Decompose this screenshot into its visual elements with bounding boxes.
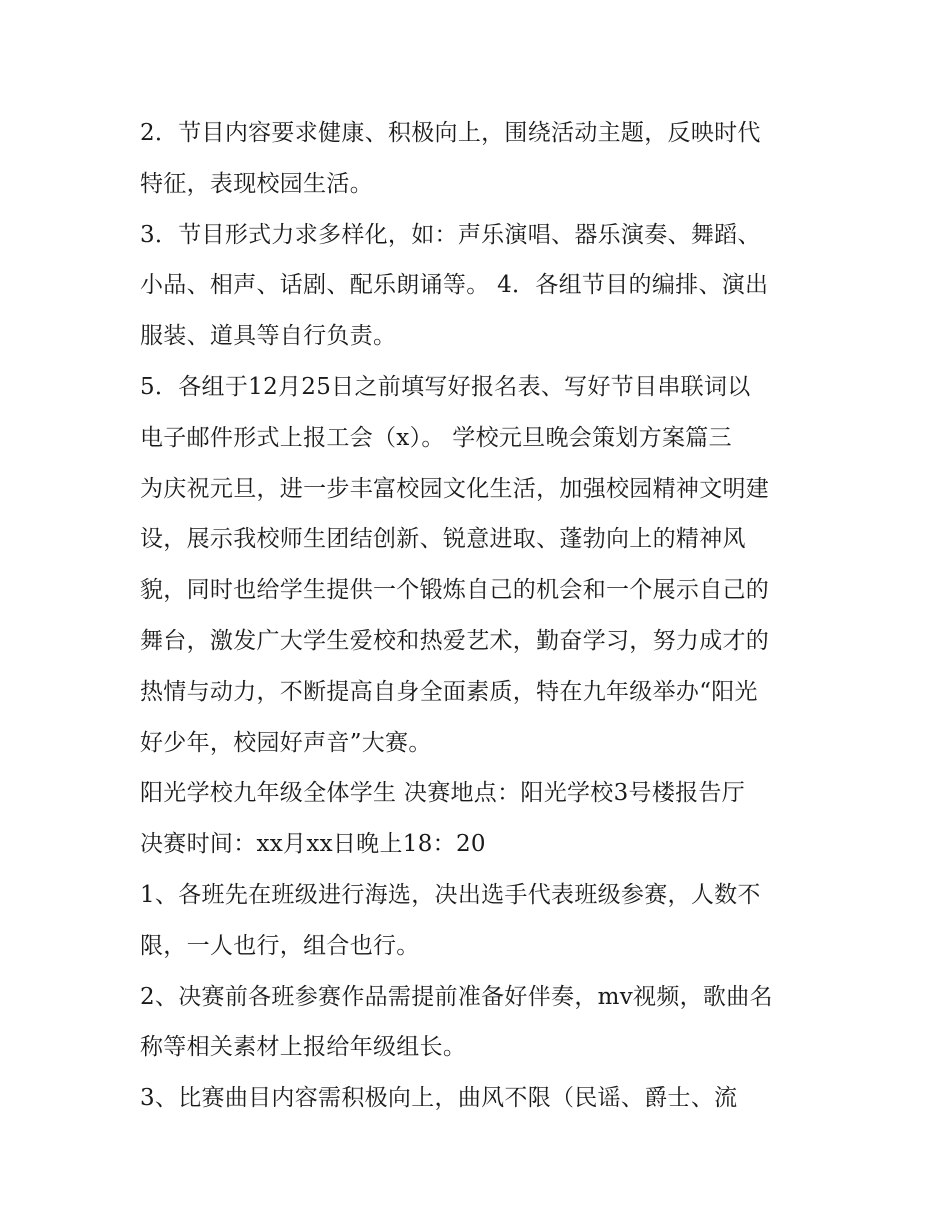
text-line: 1、各班先在班级进行海选，决出选手代表班级参赛，人数不 <box>140 881 761 908</box>
text-line: 电子邮件形式上报工会（x）。 学校元旦晚会策划方案篇三 <box>140 424 732 451</box>
text-line: 貌，同时也给学生提供一个锻炼自己的机会和一个展示自己的 <box>140 577 770 604</box>
text-line: 2、决赛前各班参赛作品需提前准备好伴奏，mv视频，歌曲名 <box>140 983 773 1010</box>
text-line: 3、比赛曲目内容需积极向上，曲风不限（民谣、爵士、流 <box>140 1085 738 1112</box>
text-line: 为庆祝元旦，进一步丰富校园文化生活，加强校园精神文明建 <box>140 475 770 502</box>
text-line: 热情与动力，不断提高自身全面素质，特在九年级举办“阳光 <box>140 678 758 705</box>
text-line: 称等相关素材上报给年级组长。 <box>140 1034 467 1061</box>
text-line: 好少年，校园好声音”大赛。 <box>140 729 432 756</box>
text-line: 决赛时间：xx月xx日晚上18：20 <box>140 831 486 858</box>
text-line: 小品、相声、话剧、配乐朗诵等。 4．各组节目的编排、演出 <box>140 272 769 299</box>
text-line: 舞台，激发广大学生爱校和热爱艺术，勤奋学习，努力成才的 <box>140 627 770 654</box>
text-line: 2．节目内容要求健康、积极向上，围绕活动主题，反映时代 <box>140 120 761 146</box>
document-body <box>140 108 820 1124</box>
text-line: 限，一人也行，组合也行。 <box>140 932 420 959</box>
text-line: 3．节目形式力求多样化，如：声乐演唱、器乐演奏、舞蹈、 <box>140 221 761 248</box>
text-line: 阳光学校九年级全体学生 决赛地点：阳光学校3号楼报告厅 <box>140 780 746 807</box>
text-line: 5．各组于12月25日之前填写好报名表、写好节目串联词以 <box>140 373 751 400</box>
text-line: 特征，表现校园生活。 <box>140 170 373 197</box>
text-line: 服装、道具等自行负责。 <box>140 323 397 350</box>
text-line: 设，展示我校师生团结创新、锐意进取、蓬勃向上的精神风 <box>140 526 746 553</box>
